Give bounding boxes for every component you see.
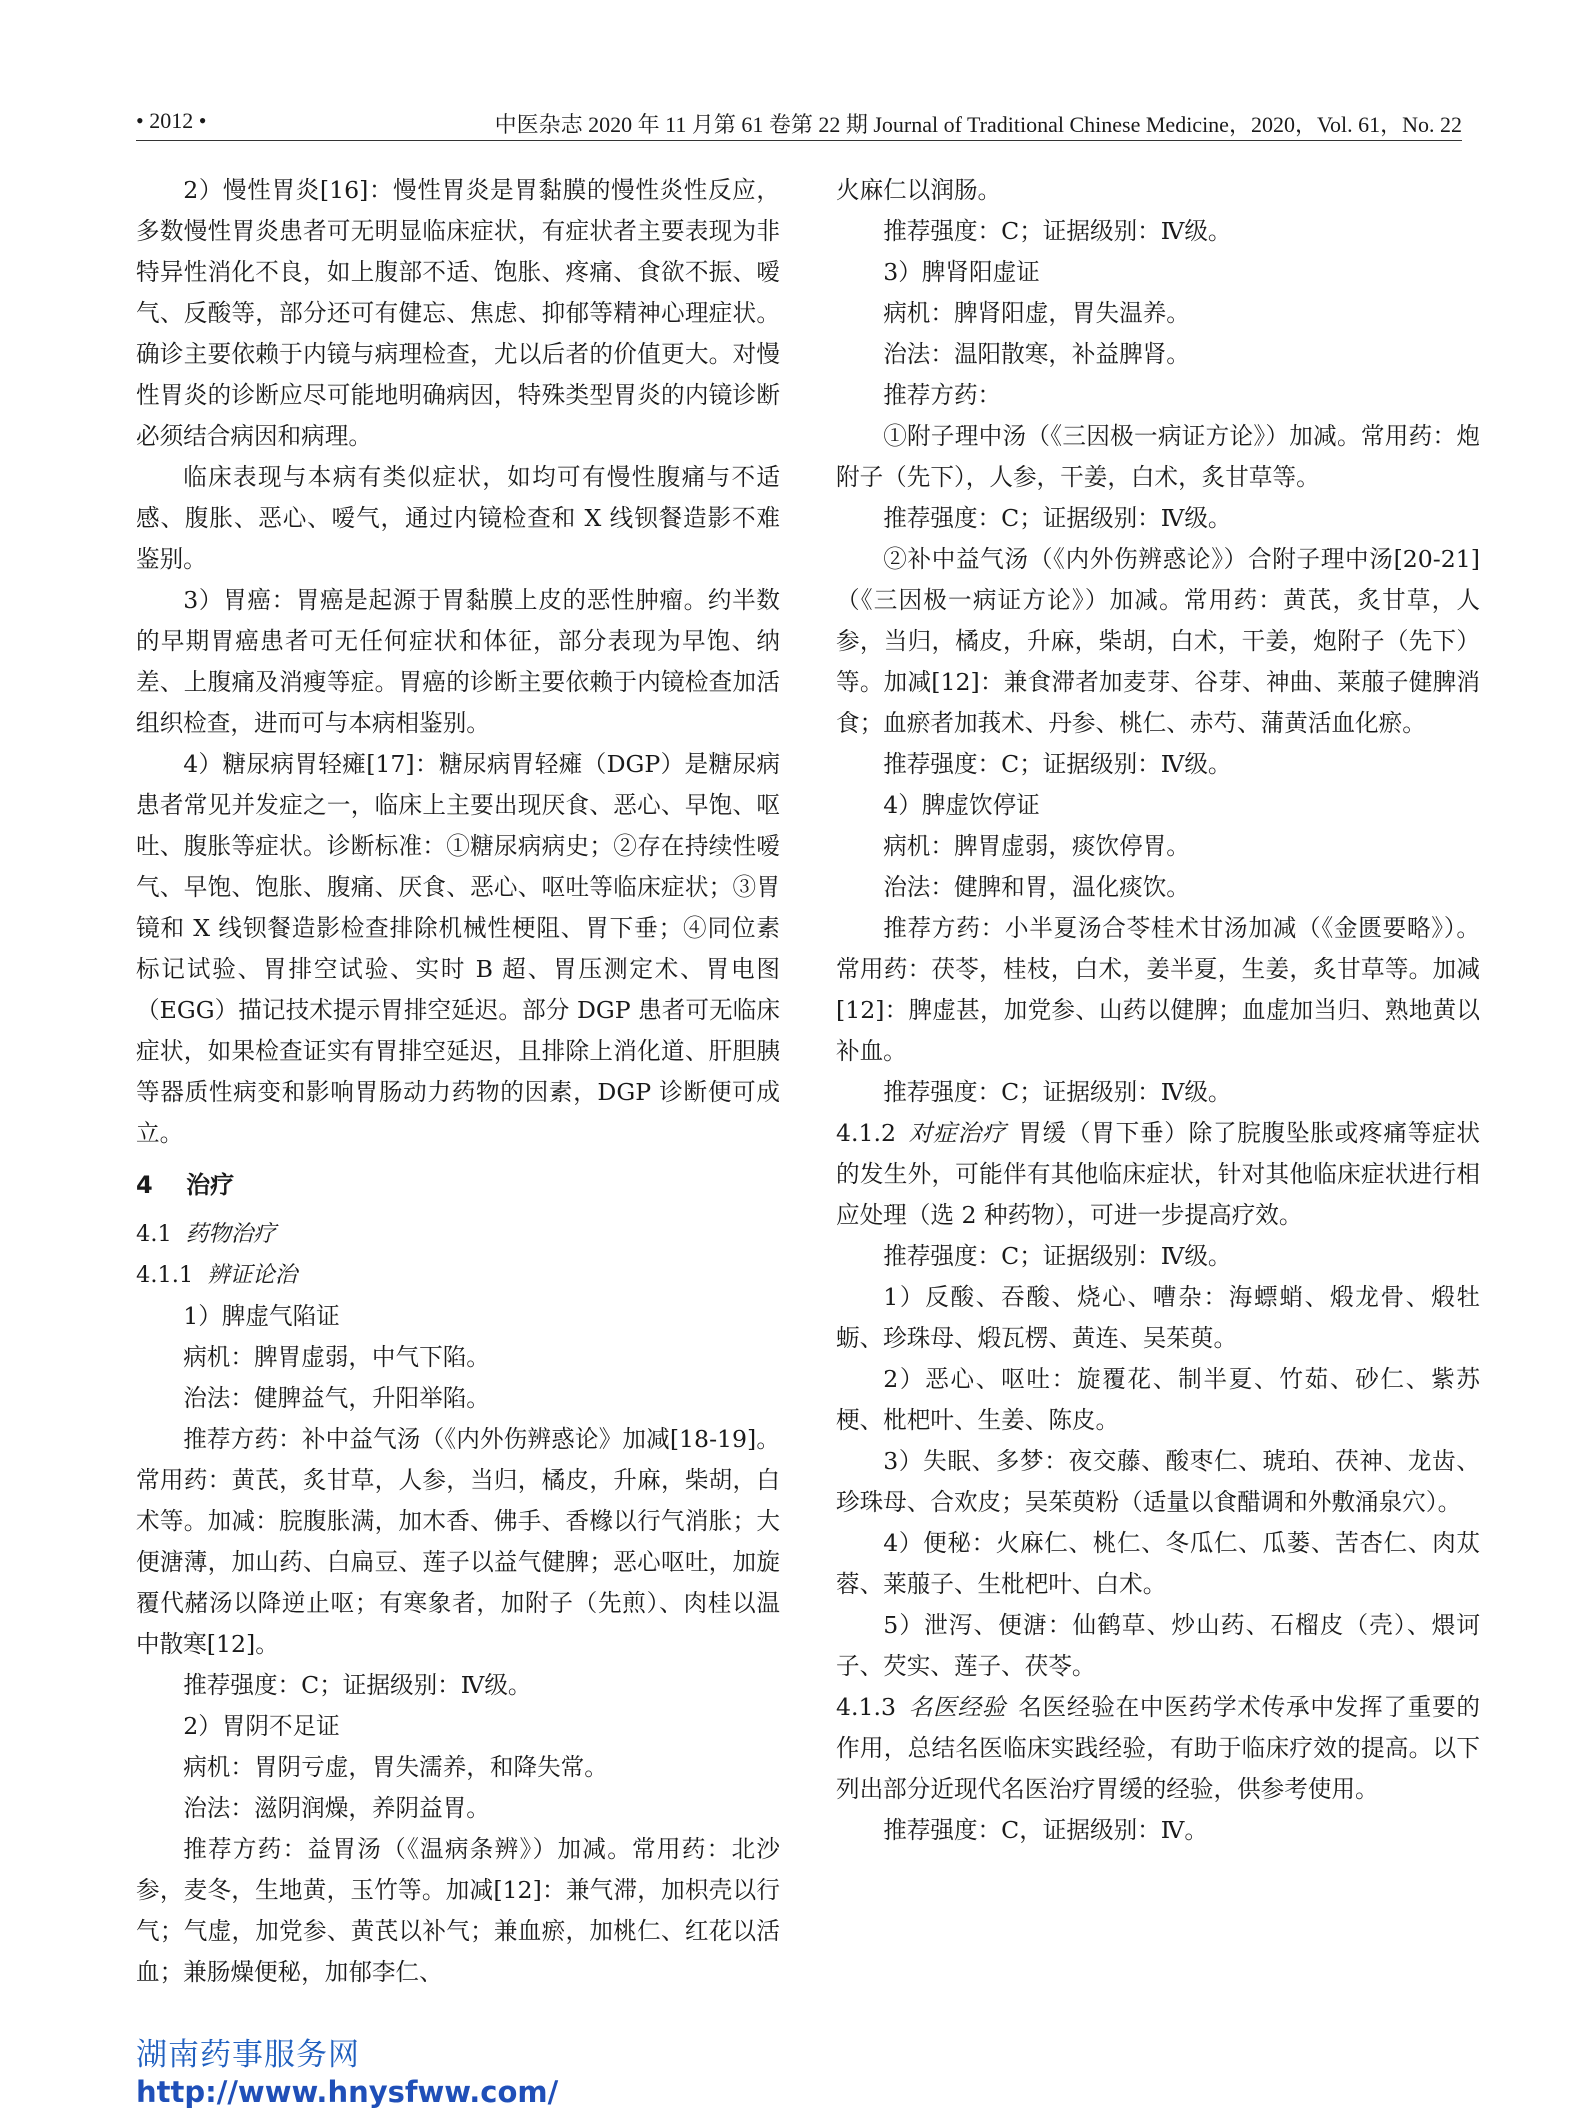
subsubsection-number: 4.1.1 <box>136 1262 194 1288</box>
treatment-line: 治法：健脾和胃，温化痰饮。 <box>883 873 1190 901</box>
site-url[interactable]: http://www.hnysfww.com/ <box>136 2075 559 2109</box>
symptom-item: 2）恶心、呕吐：旋覆花、制半夏、竹茹、砂仁、紫苏梗、枇杷叶、生姜、陈皮。 <box>836 1365 1480 1434</box>
expert-experience-paragraph <box>836 1687 1480 1810</box>
watermark-footer <box>136 2036 558 2110</box>
paragraph-chronic-gastritis: 2）慢性胃炎[16]：慢性胃炎是胃黏膜的慢性炎性反应，多数慢性胃炎患者可无明显临床症状，有症状者主要表现为非特异性消化不良，如上腹部不适、饱胀、疼痛、食欲不振、嗳气、反酸等，部分还可有健忘、焦虑、抑郁等精神心理症状。确诊主要依赖于内镜与病理检查，尤以后者的价值更大。对慢性胃炎的诊断应尽可能地明确病因，特殊类型胃炎的内镜诊断必须结合病因和病理。 <box>136 176 780 450</box>
subsection-number: 4.1 <box>136 1221 172 1247</box>
subsubsection-title: 对症治疗 <box>908 1119 1007 1147</box>
symptom-item: 4）便秘：火麻仁、桃仁、冬瓜仁、瓜蒌、苦杏仁、肉苁蓉、莱菔子、生枇杷叶、白术。 <box>836 1529 1480 1598</box>
recommendation-line: 推荐强度：C；证据级别：Ⅳ级。 <box>883 504 1232 532</box>
paragraph-differential: 临床表现与本病有类似症状，如均可有慢性腹痛与不适感、腹胀、恶心、嗳气，通过内镜检查和 X 线钡餐造影不难鉴别。 <box>136 463 780 573</box>
subsubsection-number: 4.1.2 <box>836 1119 897 1147</box>
recommendation-line: 推荐强度：C，证据级别：Ⅳ。 <box>883 1816 1208 1844</box>
syndrome-heading: 1）脾虚气陷证 <box>183 1302 340 1330</box>
treatment-line: 治法：健脾益气，升阳举陷。 <box>183 1384 490 1412</box>
recommendation-line: 推荐强度：C；证据级别：Ⅳ级。 <box>883 1078 1232 1106</box>
site-name: 湖南药事服务网 <box>136 2037 360 2073</box>
prescription-paragraph: 推荐方药：益胃汤（《温病条辨》）加减。常用药：北沙参，麦冬，生地黄，玉竹等。加减[12]：兼气滞，加枳壳以行气；气虚，加党参、黄芪以补气；兼血瘀，加桃仁、红花以活血；兼肠燥便秘，加郁李仁、 <box>136 1835 780 1986</box>
syndrome-heading: 4）脾虚饮停证 <box>883 791 1040 819</box>
symptom-item: 5）泄泻、便溏：仙鹤草、炒山药、石榴皮（壳）、煨诃子、芡实、莲子、茯苓。 <box>836 1611 1480 1680</box>
subsubsection-number: 4.1.3 <box>836 1693 897 1721</box>
right-column <box>836 170 1480 1851</box>
recommendation-line: 推荐强度：C；证据级别：Ⅳ级。 <box>883 750 1232 778</box>
recommendation-line: 推荐强度：C；证据级别：Ⅳ级。 <box>883 1242 1232 1270</box>
journal-citation: 中医杂志 2020 年 11 月第 61 卷第 22 期 Journal of Traditional Chinese Medicine，2020，Vol. 61，No. 22 <box>494 112 1462 137</box>
subsubsection-title: 名医经验 <box>908 1693 1007 1721</box>
symptom-item: 3）失眠、多梦：夜交藤、酸枣仁、琥珀、茯神、龙齿、珍珠母、合欢皮；吴茱萸粉（适量以食醋调和外敷涌泉穴）。 <box>836 1447 1480 1516</box>
symptom-item: 1）反酸、吞酸、烧心、嘈杂：海螵蛸、煅龙骨、煅牡蛎、珍珠母、煅瓦楞、黄连、吴茱萸。 <box>836 1283 1480 1352</box>
page-number: • 2012 • <box>136 108 207 133</box>
symptomatic-treatment-paragraph <box>836 1113 1480 1236</box>
section-number: 4 <box>136 1171 153 1199</box>
pathogenesis-line: 病机：胃阴亏虚，胃失濡养，和降失常。 <box>183 1753 608 1781</box>
subsubsection-title: 辨证论治 <box>207 1262 298 1288</box>
section-heading <box>136 1156 780 1214</box>
syndrome-heading: 2）胃阴不足证 <box>183 1712 340 1740</box>
paragraph-gastric-cancer: 3）胃癌：胃癌是起源于胃黏膜上皮的恶性肿瘤。约半数的早期胃癌患者可无任何症状和体征，部分表现为早饱、纳差、上腹痛及消瘦等症。胃癌的诊断主要依赖于内镜检查加活组织检查，进而可与本病相鉴别。 <box>136 586 780 737</box>
subsection-title: 药物治疗 <box>185 1221 276 1247</box>
pathogenesis-line: 病机：脾胃虚弱，痰饮停胃。 <box>883 832 1190 860</box>
prescription-paragraph: ②补中益气汤（《内外伤辨惑论》）合附子理中汤[20-21]（《三因极一病证方论》）加减。常用药：黄芪，炙甘草，人参，当归，橘皮，升麻，柴胡，白术，干姜，炮附子（先下）等。加减[12]：兼食滞者加麦芽、谷芽、神曲、莱菔子健脾消食；血瘀者加莪术、丹参、桃仁、赤芍、蒲黄活血化瘀。 <box>836 545 1480 737</box>
section-title: 治疗 <box>186 1171 235 1199</box>
treatment-line: 治法：温阳散寒，补益脾肾。 <box>883 340 1190 368</box>
prescription-paragraph: 推荐方药：补中益气汤（《内外伤辨惑论》加减[18-19]。常用药：黄芪，炙甘草，人参，当归，橘皮，升麻，柴胡，白术等。加减：脘腹胀满，加木香、佛手、香橼以行气消胀；大便溏薄，加山药、白扁豆、莲子以益气健脾；恶心呕吐，加旋覆代赭汤以降逆止呕；有寒象者，加附子（先煎）、肉桂以温中散寒[12]。 <box>136 1425 780 1658</box>
recommendation-line: 推荐强度：C；证据级别：Ⅳ级。 <box>183 1671 532 1699</box>
treatment-line: 治法：滋阴润燥，养阴益胃。 <box>183 1794 490 1822</box>
subsubsection-heading <box>136 1255 780 1296</box>
pathogenesis-line: 病机：脾胃虚弱，中气下陷。 <box>183 1343 490 1371</box>
pathogenesis-line: 病机：脾肾阳虚，胃失温养。 <box>883 299 1190 327</box>
continued-line: 火麻仁以润肠。 <box>836 176 1002 204</box>
subsubsection-text: 名医经验在中医药学术传承中发挥了重要的作用，总结名医临床实践经验，有助于临床疗效的提高。以下列出部分近现代名医治疗胃缓的经验，供参考使用。 <box>836 1693 1481 1803</box>
paragraph-dgp: 4）糖尿病胃轻瘫[17]：糖尿病胃轻瘫（DGP）是糖尿病患者常见并发症之一，临床上主要出现厌食、恶心、早饱、呕吐、腹胀等症状。诊断标准：①糖尿病病史；②存在持续性嗳气、早饱、饱胀、腹痛、厌食、恶心、呕吐等临床症状；③胃镜和 X 线钡餐造影检查排除机械性梗阻、胃下垂；④同位素标记试验、胃排空试验、实时 B 超、胃压测定术、胃电图（EGG）描记技术提示胃排空延迟。部分 DGP 患者可无临床症状，如果检查证实有胃排空延迟，且排除上消化道、肝胆胰等器质性病变和影响胃肠动力药物的因素，DGP 诊断便可成立。 <box>136 750 780 1147</box>
syndrome-heading: 3）脾肾阳虚证 <box>883 258 1040 286</box>
subsubsection-text: 胃缓（胃下垂）除了脘腹坠胀或疼痛等症状的发生外，可能伴有其他临床症状，针对其他临床症状进行相应处理（选 2 种药物），可进一步提高疗效。 <box>836 1119 1481 1229</box>
running-header <box>136 104 1462 141</box>
recommendation-line: 推荐强度：C；证据级别：Ⅳ级。 <box>883 217 1232 245</box>
prescription-label: 推荐方药： <box>883 381 1002 409</box>
prescription-paragraph: 推荐方药：小半夏汤合苓桂术甘汤加减（《金匮要略》）。常用药：茯苓，桂枝，白术，姜半夏，生姜，炙甘草等。加减[12]：脾虚甚，加党参、山药以健脾；血虚加当归、熟地黄以补血。 <box>836 914 1480 1065</box>
left-column <box>136 170 780 1993</box>
prescription-paragraph: ①附子理中汤（《三因极一病证方论》）加减。常用药：炮附子（先下），人参，干姜，白术，炙甘草等。 <box>836 422 1480 491</box>
subsection-heading <box>136 1214 780 1255</box>
